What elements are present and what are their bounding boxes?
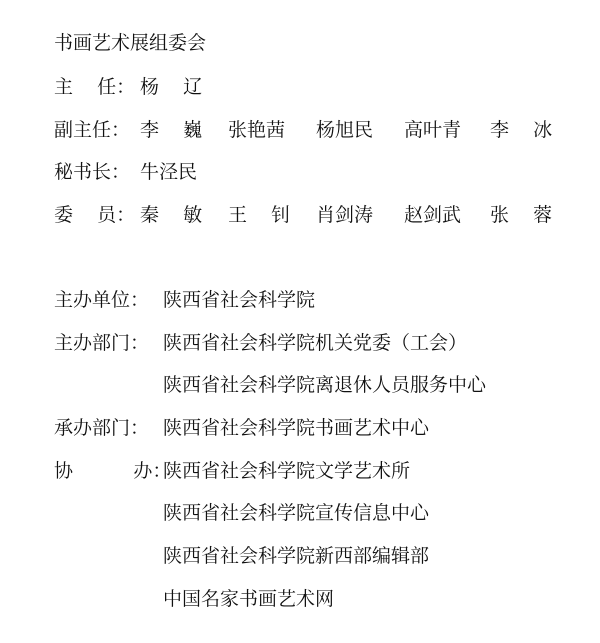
organizing-department-value: 陕西省社会科学院书画艺术中心 bbox=[163, 417, 430, 439]
deputy-director-name: 李 冰 bbox=[490, 119, 553, 141]
secretary-general-label: 秘书长： bbox=[54, 161, 131, 183]
secretary-general-name: 牛泾民 bbox=[140, 161, 198, 183]
director-name: 杨 辽 bbox=[140, 76, 203, 98]
organizing-department-label: 承办部门： bbox=[54, 417, 150, 439]
deputy-director-name: 高叶青 bbox=[404, 119, 462, 141]
deputy-director-name: 张艳茜 bbox=[228, 119, 286, 141]
member-name: 张 蓉 bbox=[490, 204, 553, 226]
deputy-directors-label: 副主任： bbox=[54, 119, 131, 141]
host-department-value: 陕西省社会科学院离退休人员服务中心 bbox=[163, 374, 487, 396]
host-department-value: 陕西省社会科学院机关党委（工会） bbox=[163, 332, 468, 354]
member-name: 王 钊 bbox=[228, 204, 291, 226]
host-departments-label: 主办部门： bbox=[54, 332, 150, 354]
committee-title: 书画艺术展组委会 bbox=[54, 32, 207, 54]
co-organizer-value: 陕西省社会科学院宣传信息中心 bbox=[163, 502, 430, 524]
member-name: 赵剑武 bbox=[404, 204, 462, 226]
co-organizer-value: 陕西省社会科学院文学艺术所 bbox=[163, 460, 411, 482]
director-label: 主 任： bbox=[54, 76, 136, 98]
host-unit-label: 主办单位： bbox=[54, 289, 150, 311]
deputy-director-name: 李 巍 bbox=[140, 119, 203, 141]
co-organizers-label: 协 办： bbox=[54, 460, 172, 482]
member-name: 肖剑涛 bbox=[316, 204, 374, 226]
deputy-director-name: 杨旭民 bbox=[316, 119, 374, 141]
co-organizer-value: 陕西省社会科学院新西部编辑部 bbox=[163, 545, 430, 567]
co-organizer-value: 中国名家书画艺术网 bbox=[163, 588, 335, 610]
members-label: 委 员： bbox=[54, 204, 136, 226]
host-unit-value: 陕西省社会科学院 bbox=[163, 289, 316, 311]
member-name: 秦 敏 bbox=[140, 204, 203, 226]
